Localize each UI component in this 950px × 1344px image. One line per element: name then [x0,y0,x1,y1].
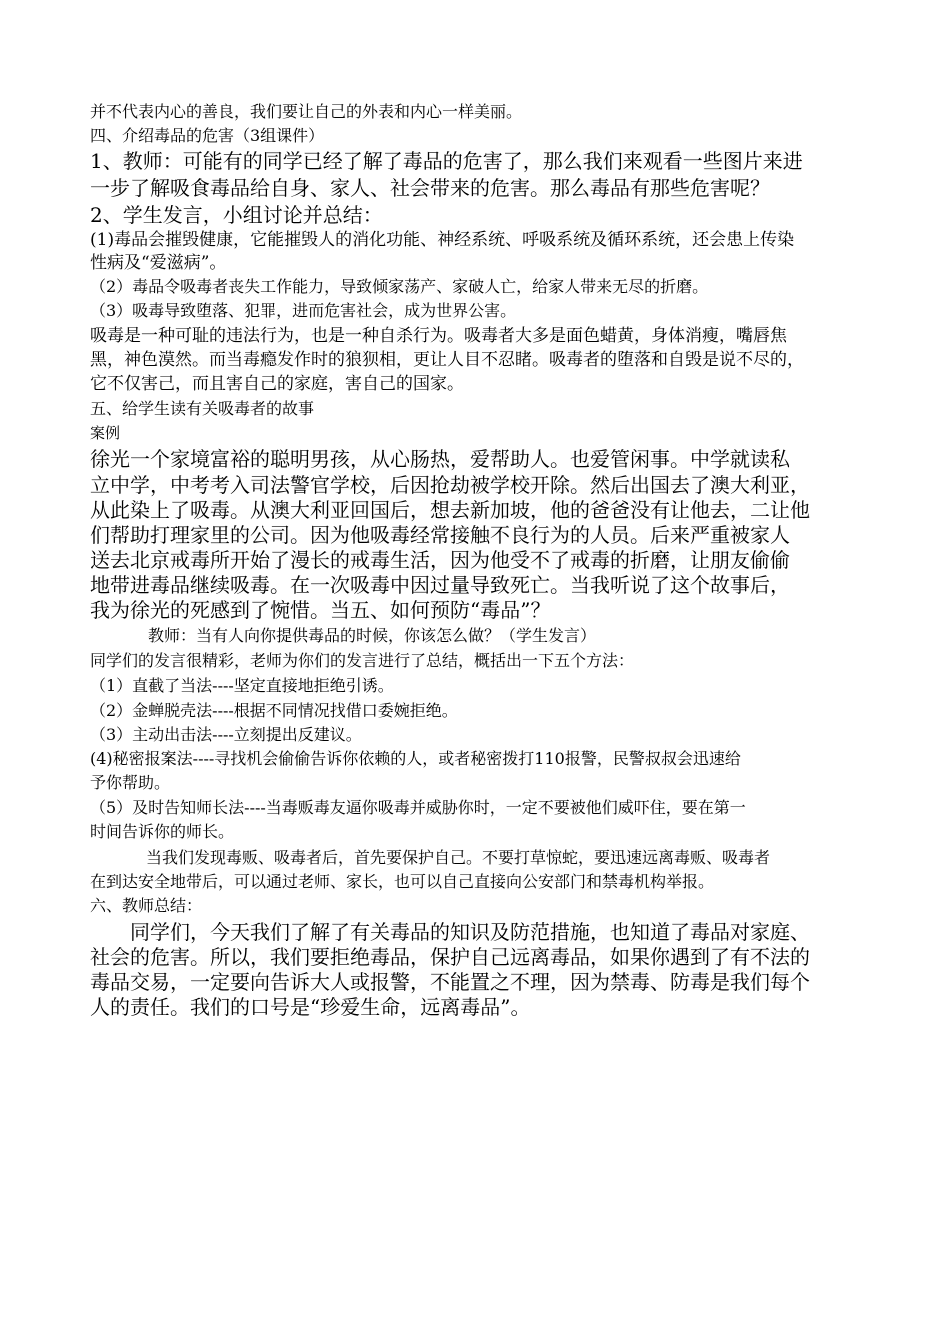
text-line: 时间告诉你的师长。 [90,822,235,841]
text-line: 2、学生发言，小组讨论并总结： [90,203,383,227]
method-item-2: （2）金蝉脱壳法----根据不同情况找借口委婉拒绝。 [90,701,458,720]
text-line: 送去北京戒毒所开始了漫长的戒毒生活，因为他受不了戒毒的折磨，让朋友偷偷 [90,548,790,572]
text-line: 徐光一个家境富裕的聪明男孩，从心肠热，爱帮助人。也爱管闲事。中学就读私 [90,447,790,471]
method-item-1: （1）直截了当法----坚定直接地拒绝引诱。 [90,676,394,695]
text-line: 从此染上了吸毒。从澳大利亚回国后，想去新加坡，他的爸爸没有让他去，二让他 [90,498,810,522]
text-line: 们帮助打理家里的公司。因为他吸毒经常接触不良行为的人员。后来严重被家人 [90,523,790,547]
section-heading-5: 五、给学生读有关吸毒者的故事 [90,399,315,418]
text-line: 一步了解吸食毒品给自身、家人、社会带来的危害。那么毒品有那些危害呢？ [90,176,770,200]
text-line: 地带进毒品继续吸毒。在一次吸毒中因过量导致死亡。当我听说了这个故事后， [90,573,790,597]
text-line: 同学们，今天我们了解了有关毒品的知识及防范措施，也知道了毒品对家庭、 [130,920,810,944]
text-line: 它不仅害己，而且害自己的家庭，害自己的国家。 [90,374,464,394]
text-line: 性病及“爱滋病”。 [90,253,227,273]
text-line: 同学们的发言很精彩，老师为你们的发言进行了总结，概括出一下五个方法： [90,651,635,670]
text-line: 毒品交易，一定要向告诉大人或报警，不能置之不理，因为禁毒、防毒是我们每个 [90,970,810,994]
method-item-4: (4)秘密报案法----寻找机会偷偷告诉你依赖的人，或者秘密拨打110报警，民警叔叔会迅速给 [90,749,741,768]
text-line: 予你帮助。 [90,773,171,792]
text-line: 教师：当有人向你提供毒品的时候，你该怎么做？（学生发言） [148,626,597,645]
method-item-3: （3）主动出击法----立刻提出反建议。 [90,725,362,744]
text-line: 当我们发现毒贩、吸毒者后，首先要保护自己。不要打草惊蛇，要迅速远离毒贩、吸毒者 [146,848,771,867]
case-label: 案例 [90,424,121,442]
text-line: 我为徐光的死感到了惋惜。当五、如何预防“毒品”？ [90,598,551,622]
text-line: （2）毒品令吸毒者丧失工作能力，导致倾家荡产、家破人亡，给家人带来无尽的折磨。 [90,277,709,296]
text-line: 社会的危害。所以，我们要拒绝毒品，保护自己远离毒品，如果你遇到了有不法的 [90,945,810,969]
section-heading-6: 六、教师总结： [90,896,203,915]
section-heading-4: 四、介绍毒品的危害（3组课件） [90,126,325,145]
text-line: 立中学，中考考入司法警官学校，后因抢劫被学校开除。然后出国去了澳大利亚， [90,473,810,497]
text-line: 1、教师：可能有的同学已经了解了毒品的危害了，那么我们来观看一些图片来进 [90,149,803,173]
text-line: 在到达安全地带后，可以通过老师、家长，也可以自己直接向公安部门和禁毒机构举报。 [90,872,715,891]
text-line: (1)毒品会摧毁健康，它能摧毁人的消化功能、神经系统、呼吸系统及循环系统，还会患上传染 [90,230,795,250]
text-line: 人的责任。我们的口号是“珍爱生命，远离毒品”。 [90,995,531,1019]
text-line: 吸毒是一种可耻的违法行为，也是一种自杀行为。吸毒者大多是面色蜡黄，身体消瘦，嘴唇焦 [90,326,787,346]
text-line: 黑，神色漠然。而当毒瘾发作时的狼狈相，更让人目不忍睹。吸毒者的堕落和自毁是说不尽的， [90,350,804,370]
method-item-5: （5）及时告知师长法----当毒贩毒友逼你吸毒并威胁你时，一定不要被他们威吓住，要在第一 [90,798,746,817]
text-line: （3）吸毒导致堕落、犯罪，进而危害社会，成为世界公害。 [90,301,517,320]
text-line: 并不代表内心的善良，我们要让自己的外表和内心一样美丽。 [90,102,523,121]
